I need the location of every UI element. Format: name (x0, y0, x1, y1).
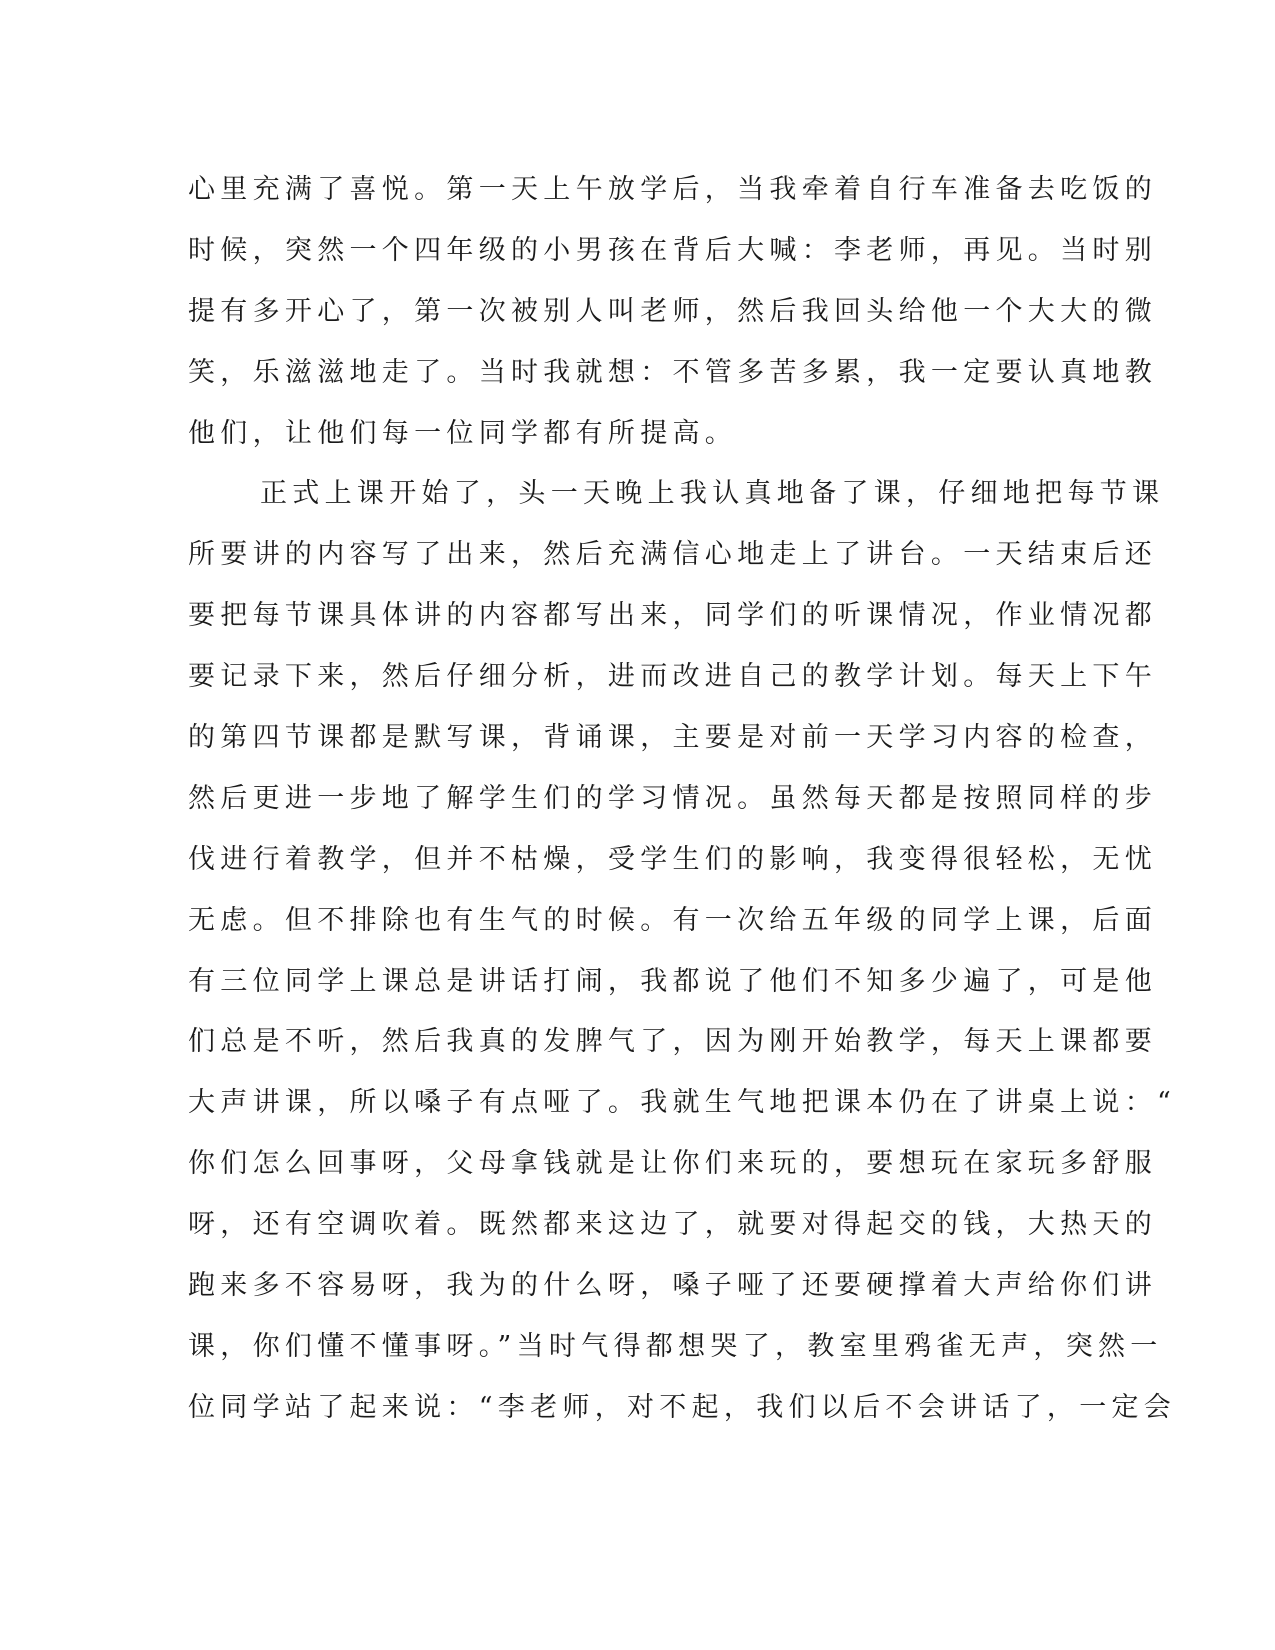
text-line: 跑来多不容易呀，我为的什么呀，嗓子哑了还要硬撑着大声给你们讲 (188, 1270, 1157, 1302)
text-line: 要把每节课具体讲的内容都写出来，同学们的听课情况，作业情况都 (188, 600, 1157, 632)
text-line: 要记录下来，然后仔细分析，进而改进自己的教学计划。每天上下午 (188, 661, 1157, 693)
text-line: 你们怎么回事呀，父母拿钱就是让你们来玩的，要想玩在家玩多舒服 (188, 1148, 1157, 1180)
text-line: 时候，突然一个四年级的小男孩在背后大喊：李老师，再见。当时别 (188, 234, 1157, 266)
text-line: 心里充满了喜悦。第一天上午放学后，当我牵着自行车准备去吃饭的 (188, 174, 1157, 205)
text-line: 的第四节课都是默写课，背诵课，主要是对前一天学习内容的检查， (188, 722, 1157, 754)
text-line: 所要讲的内容写了出来，然后充满信心地走上了讲台。一天结束后还 (188, 539, 1157, 571)
text-line: 大声讲课，所以嗓子有点哑了。我就生气地把课本仍在了讲桌上说：“ (188, 1087, 1177, 1119)
text-line: 有三位同学上课总是讲话打闹，我都说了他们不知多少遍了，可是他 (188, 965, 1157, 997)
text-line: 无虑。但不排除也有生气的时候。有一次给五年级的同学上课，后面 (188, 904, 1157, 936)
text-line: 他们，让他们每一位同学都有所提高。 (188, 417, 738, 449)
text-line: 然后更进一步地了解学生们的学习情况。虽然每天都是按照同样的步 (188, 782, 1157, 814)
text-line: 课，你们懂不懂事呀。”当时气得都想哭了，教室里鸦雀无声，突然一 (188, 1330, 1163, 1362)
text-line: 们总是不听，然后我真的发脾气了，因为刚开始教学，每天上课都要 (188, 1026, 1157, 1058)
text-line: 呀，还有空调吹着。既然都来这边了，就要对得起交的钱，大热天的 (188, 1209, 1157, 1241)
text-line: 位同学站了起来说：“李老师，对不起，我们以后不会讲话了，一定会 (188, 1391, 1177, 1423)
body-text (188, 160, 1177, 1439)
paragraph-start-line: 正式上课开始了，头一天晚上我认真地备了课，仔细地把每节课 (260, 478, 1165, 510)
text-line: 笑，乐滋滋地走了。当时我就想：不管多苦多累，我一定要认真地教 (188, 356, 1157, 388)
text-line: 提有多开心了，第一次被别人叫老师，然后我回头给他一个大大的微 (188, 295, 1157, 327)
text-line: 伐进行着教学，但并不枯燥，受学生们的影响，我变得很轻松，无忧 (188, 843, 1157, 875)
